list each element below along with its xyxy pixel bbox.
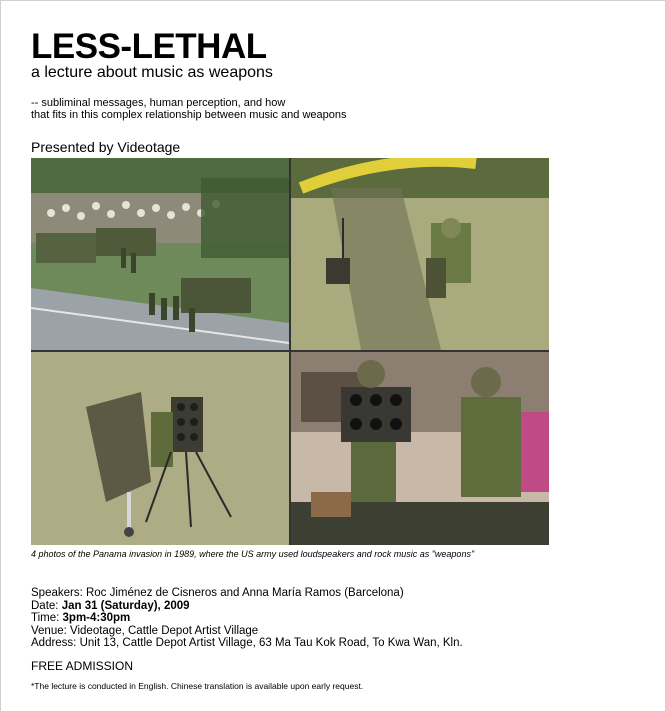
event-details bbox=[31, 587, 463, 650]
venue-line bbox=[31, 625, 463, 638]
time-line bbox=[31, 612, 463, 625]
intro-text bbox=[31, 97, 347, 121]
photo-rooftop-soldier bbox=[291, 158, 549, 350]
venue-label: Venue: bbox=[31, 624, 71, 637]
address-line bbox=[31, 637, 463, 650]
admission-text: FREE ADMISSION bbox=[31, 659, 134, 673]
poster-title: LESS-LETHAL bbox=[31, 27, 267, 66]
photo-crowd-vehicles bbox=[31, 158, 289, 350]
venue-value: Videotage, Cattle Depot Artist Village bbox=[70, 624, 259, 637]
poster-subtitle: a lecture about music as weapons bbox=[31, 64, 273, 81]
photo-speaker-tower bbox=[31, 352, 289, 545]
intro-line-2: that fits in this complex relationship between music and weapons bbox=[31, 109, 347, 121]
photo-grid bbox=[31, 158, 549, 545]
photo-caption: 4 photos of the Panama invasion in 1989, where the US army used loudspeakers and rock music as "weapons" bbox=[31, 549, 475, 559]
date-label: Date: bbox=[31, 599, 62, 612]
address-value: Unit 13, Cattle Depot Artist Village, 63 Ma Tau Kok Road, To Kwa Wan, Kln. bbox=[79, 637, 463, 649]
speakers-label: Speakers: bbox=[31, 587, 86, 599]
presented-by: Presented by Videotage bbox=[31, 139, 181, 155]
speakers-value: Roc Jiménez de Cisneros and Anna María Ramos (Barcelona) bbox=[85, 587, 404, 599]
time-value: 3pm-4:30pm bbox=[62, 612, 131, 624]
time-label: Time: bbox=[31, 612, 63, 624]
photo-soldiers-loudspeakers bbox=[291, 352, 549, 545]
date-value: Jan 31 (Saturday), 2009 bbox=[61, 599, 190, 612]
speakers-line bbox=[31, 587, 463, 600]
footnote: *The lecture is conducted in English. Chinese translation is available upon early request. bbox=[31, 681, 364, 691]
intro-line-1: -- subliminal messages, human perception, and how bbox=[31, 97, 286, 109]
address-label: Address: bbox=[31, 637, 80, 649]
date-line bbox=[31, 600, 463, 613]
